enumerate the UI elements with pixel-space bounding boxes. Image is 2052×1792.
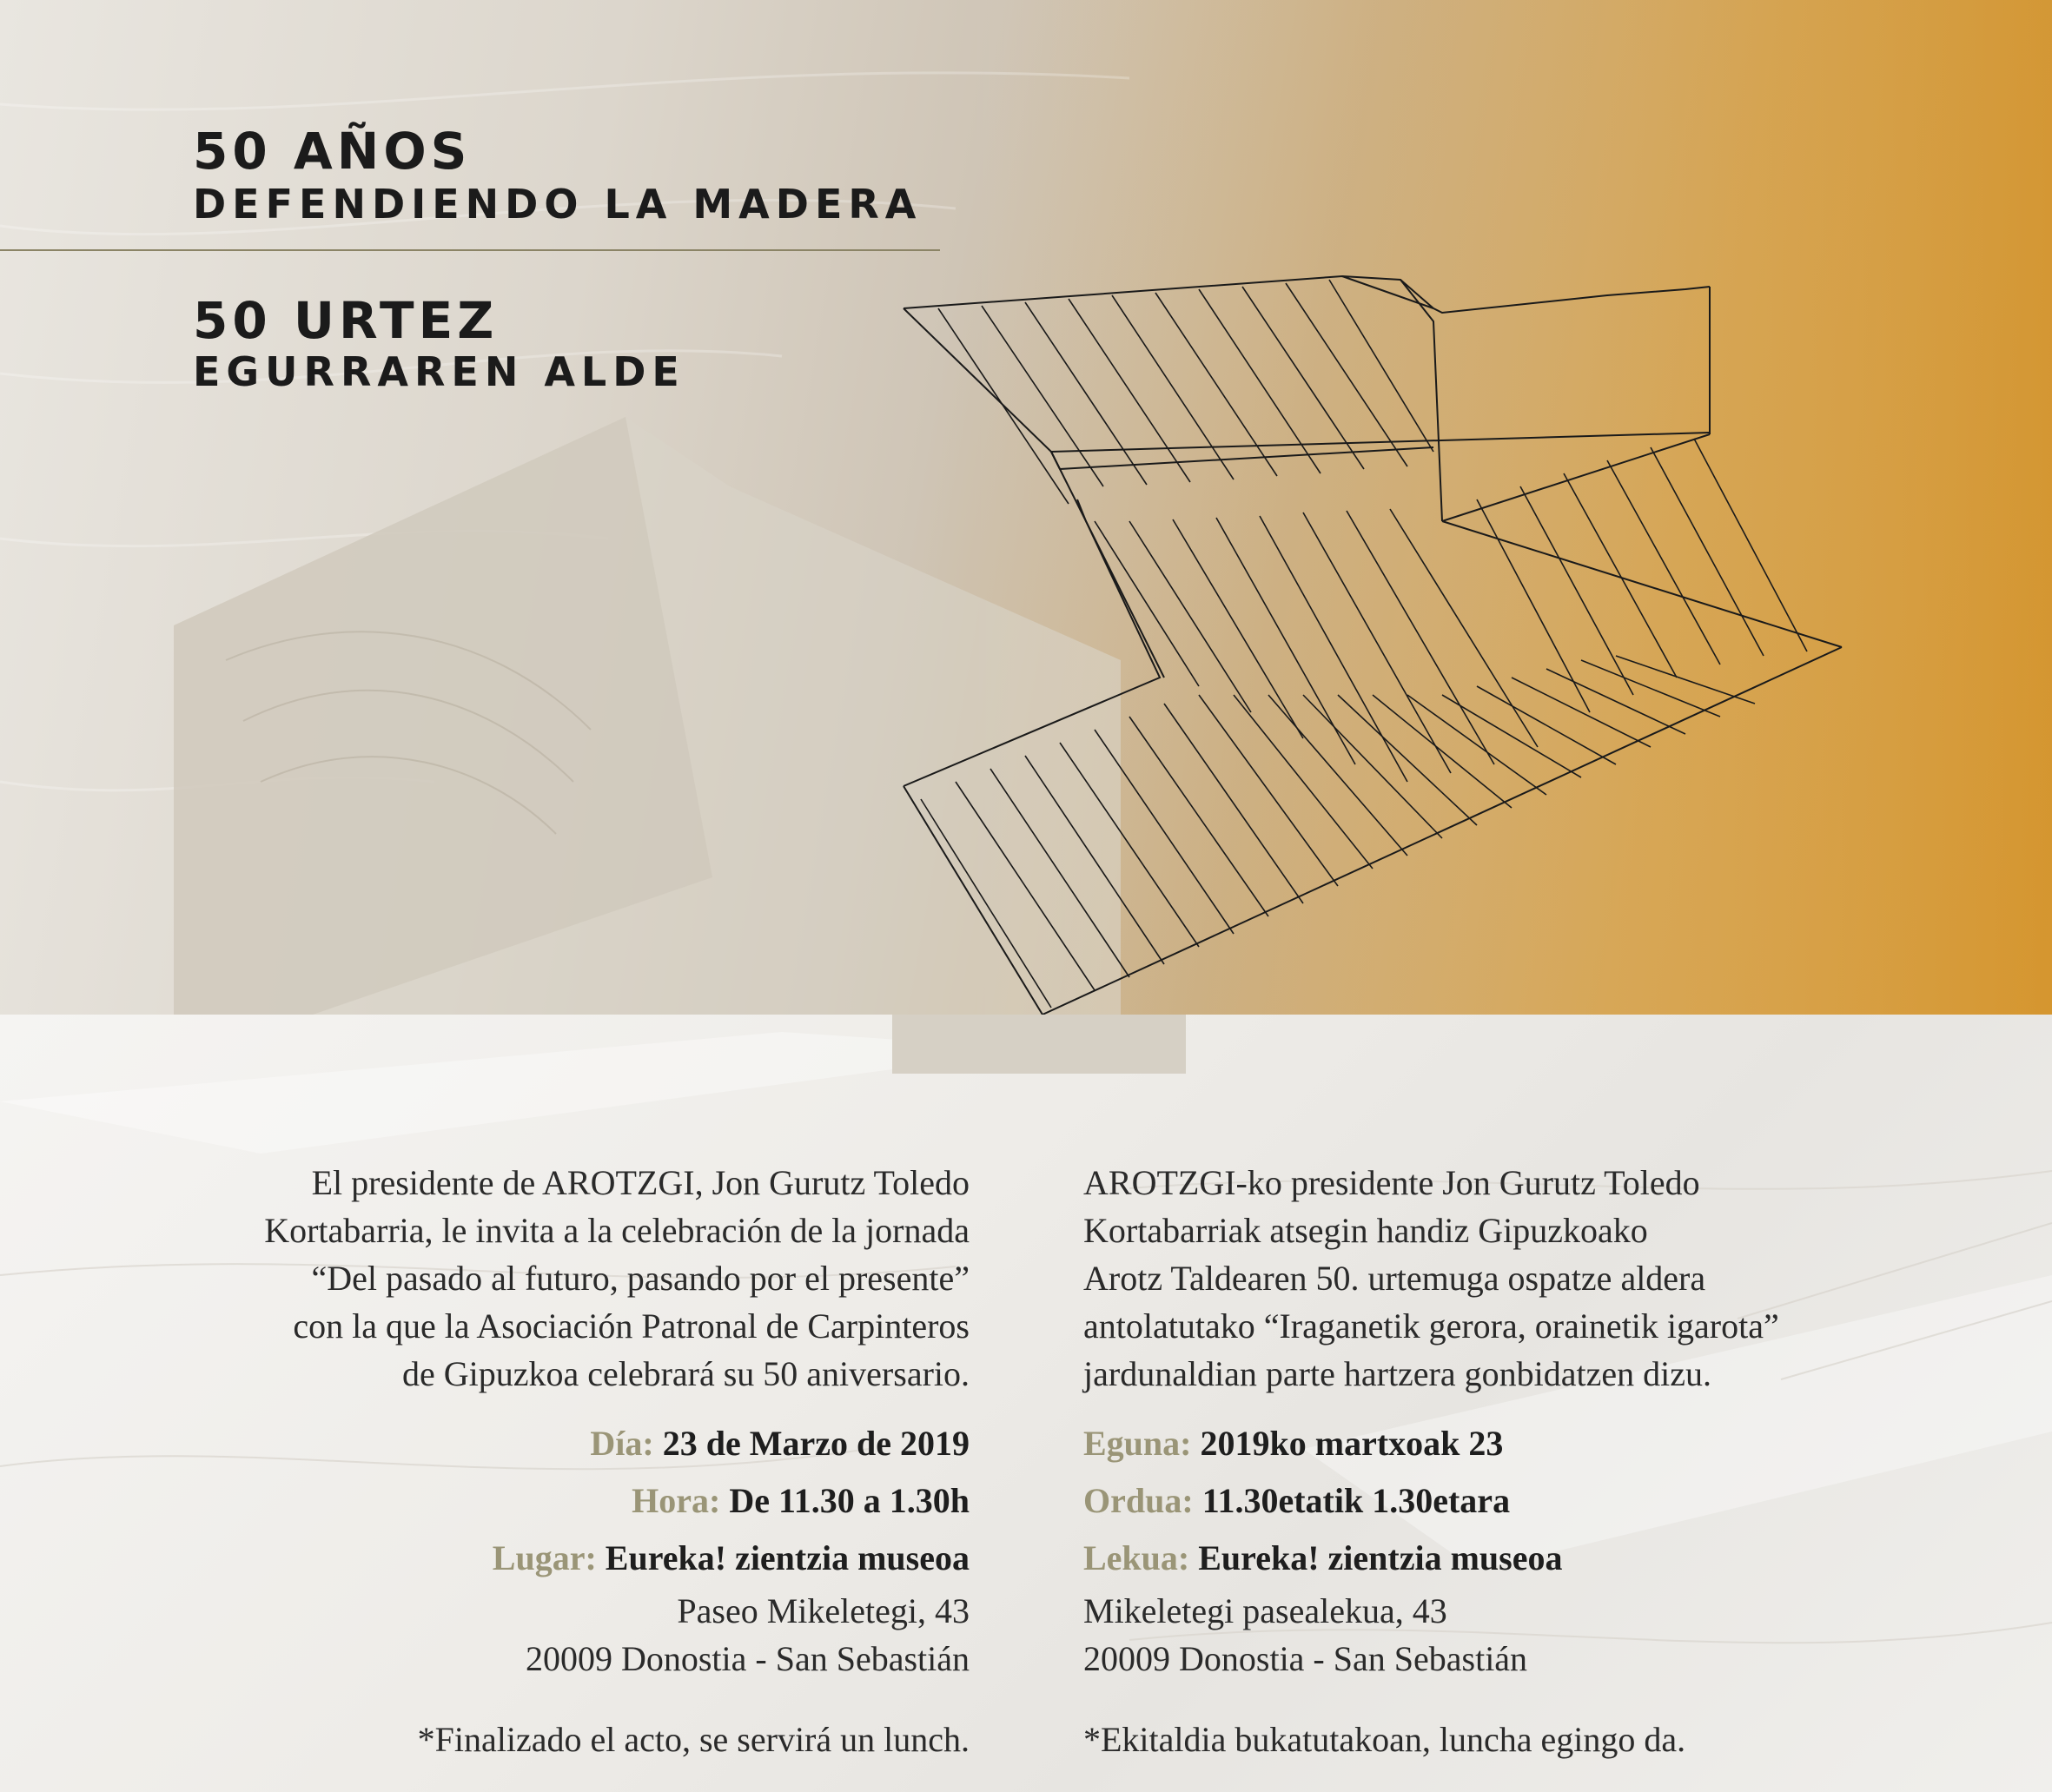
invitation-basque [1083,1159,1952,1763]
address-line-1: Paseo Mikeletegi, 43 [677,1591,970,1630]
lunch-note-eu: *Ekitaldia bukatutakoan, luncha egingo da. [1083,1720,1686,1759]
intro-line: Arotz Taldearen 50. urtemuga ospatze aldera [1083,1259,1706,1298]
lunch-note-es: *Finalizado el acto, se servirá un lunch. [417,1720,970,1759]
intro-line: El presidente de AROTZGI, Jon Gurutz Toledo [311,1163,970,1202]
place-row-es [130,1530,970,1587]
intro-line: de Gipuzkoa celebrará su 50 aniversario. [401,1354,970,1393]
intro-line: Kortabarria, le invita a la celebración de la jornada [264,1211,970,1250]
photo-tab-accent [892,1015,1186,1074]
headline-es-years: 50 AÑOS [193,122,472,181]
intro-line: “Del pasado al futuro, pasando por el presente” [311,1259,970,1298]
invitation-spanish [130,1159,970,1763]
intro-line: antolatutako “Iraganetik gerora, orainetik igarota” [1083,1306,1779,1346]
place-value: Eureka! zientzia museoa [1198,1538,1563,1577]
place-value: Eureka! zientzia museoa [605,1538,970,1577]
intro-line: Kortabarriak atsegin handiz Gipuzkoako [1083,1211,1648,1250]
time-value: 11.30etatik 1.30etara [1201,1481,1511,1520]
time-label: Hora: [632,1481,721,1520]
address-line-2: 20009 Donostia - San Sebastián [1083,1639,1528,1678]
time-label: Ordua: [1083,1481,1194,1520]
place-label: Lugar: [492,1538,597,1577]
date-value: 23 de Marzo de 2019 [662,1424,970,1463]
date-label: Día: [590,1424,654,1463]
headline-divider [0,249,940,251]
headline-eu-years: 50 URTEZ [193,291,499,350]
event-details-eu [1083,1415,1952,1683]
intro-line: con la que la Asociación Patronal de Carpinteros [293,1306,970,1346]
date-row-es [130,1415,970,1472]
intro-text-es [130,1159,970,1398]
place-row-eu [1083,1530,1952,1587]
time-row-eu [1083,1472,1952,1530]
headline-eu-subtitle: EGURRAREN ALDE [193,348,685,395]
intro-text-eu [1083,1159,1952,1398]
date-row-eu [1083,1415,1952,1472]
address-line-1: Mikeletegi pasealekua, 43 [1083,1591,1447,1630]
headline-es-subtitle: DEFENDIENDO LA MADERA [193,181,923,228]
date-label: Eguna: [1083,1424,1192,1463]
event-details-es [130,1415,970,1683]
intro-line: AROTZGI-ko presidente Jon Gurutz Toledo [1083,1163,1700,1202]
intro-line: jardunaldian parte hartzera gonbidatzen dizu. [1083,1354,1711,1393]
date-value: 2019ko martxoak 23 [1200,1424,1504,1463]
address-line-2: 20009 Donostia - San Sebastián [525,1639,970,1678]
time-value: De 11.30 a 1.30h [729,1481,970,1520]
time-row-es [130,1472,970,1530]
place-label: Lekua: [1083,1538,1190,1577]
